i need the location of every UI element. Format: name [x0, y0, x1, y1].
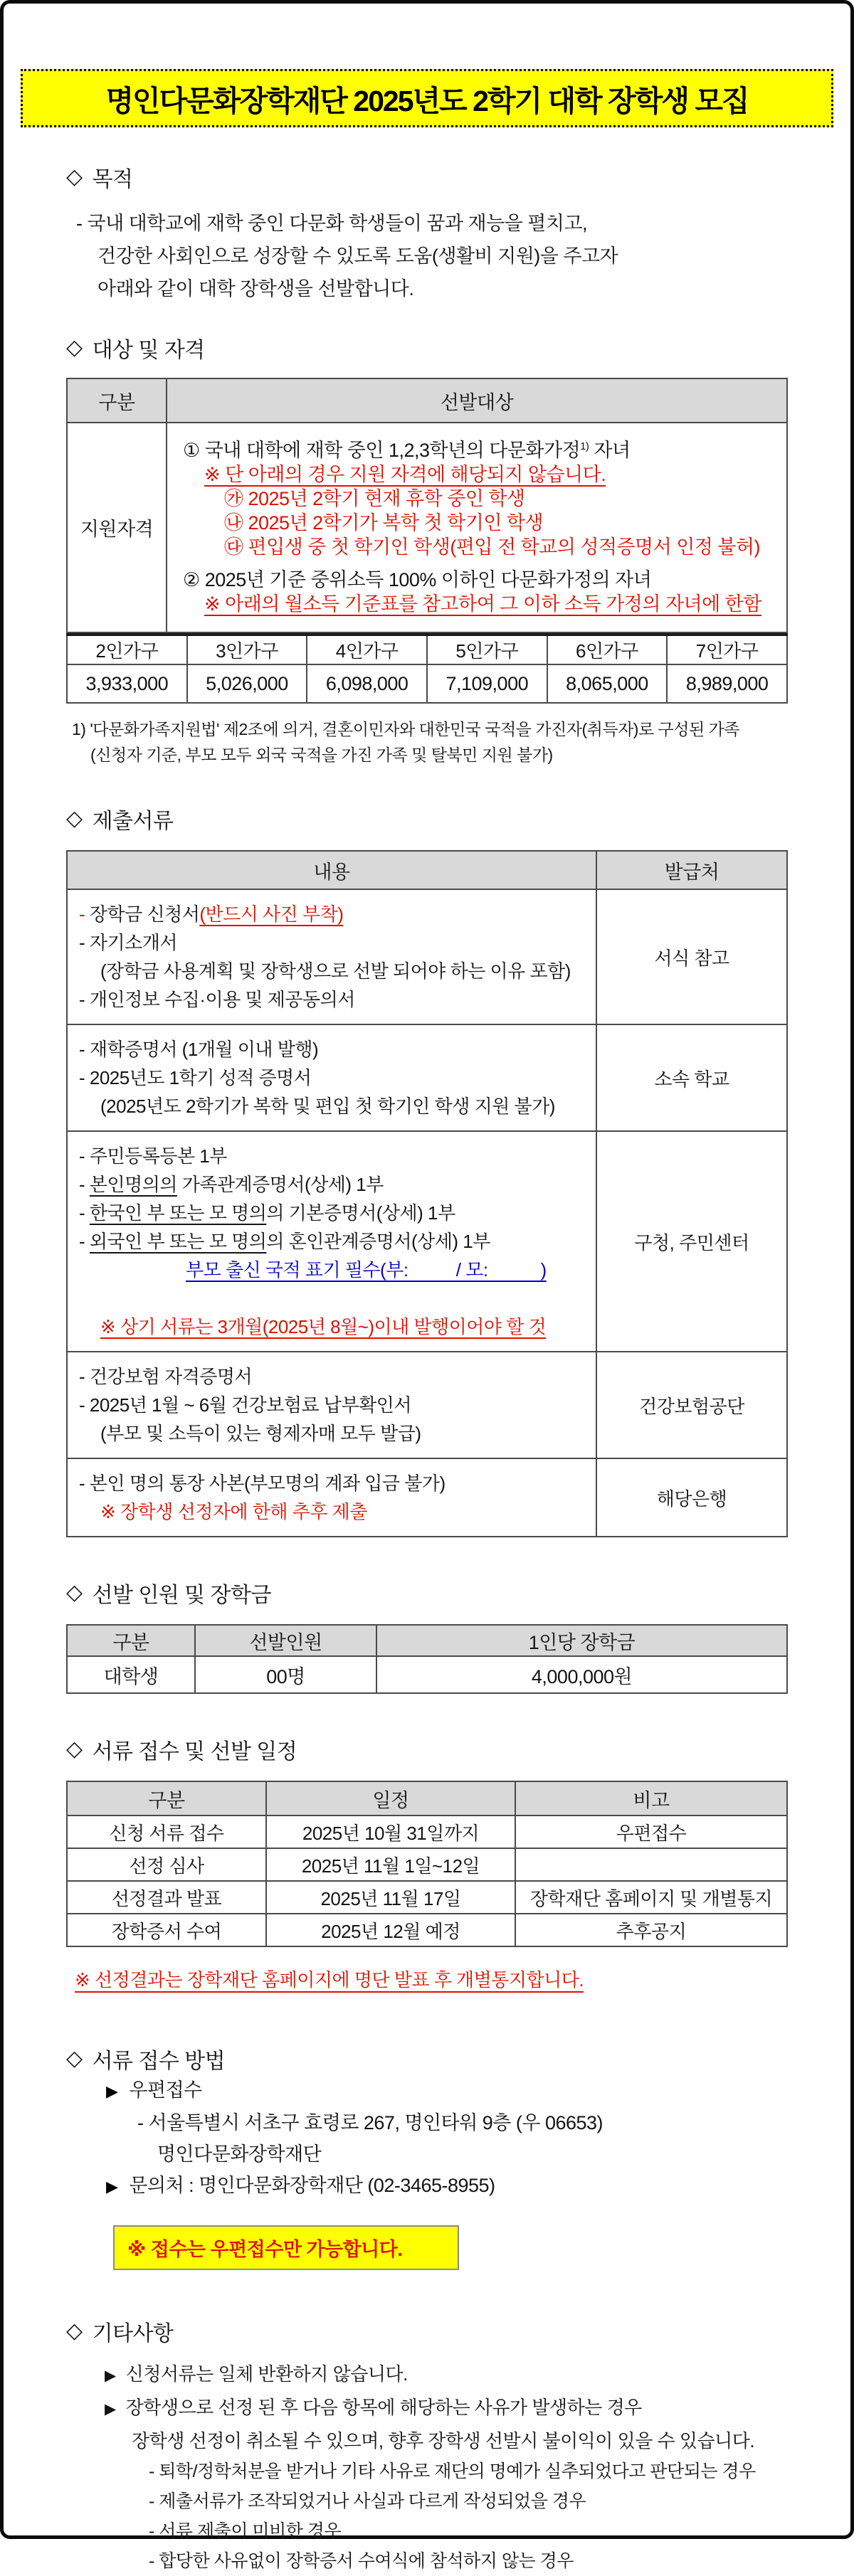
table-row [67, 889, 787, 1024]
section-title: 목적 [92, 168, 133, 191]
page-title: 명인다문화장학재단 2025년도 2학기 대학 장학생 모집 [105, 84, 749, 117]
row-label: 지원자격 [67, 423, 167, 632]
text-line: ※ 장학생 선정자에 한해 추후 제출 [100, 1501, 367, 1522]
column-header: 구분 [67, 1625, 195, 1656]
table-cell: 대학생 [67, 1656, 195, 1693]
submission-contact [66, 2170, 788, 2203]
table-row [67, 1024, 787, 1131]
text-line: 1) '다문화가족지원법' 제2조에 의거, 결혼이민자와 대한민국 국적을 가진자(취득자)로 구성된 가족 [72, 720, 740, 738]
section-heading-documents [66, 803, 788, 834]
schedule-note: ※ 선정결과는 장학재단 홈페이지에 명단 발표 후 개별통지합니다. [75, 1969, 584, 1991]
table-row [67, 1816, 787, 1848]
section-heading-etc [66, 2316, 788, 2347]
column-header: 구분 [67, 378, 167, 423]
etc-item [66, 2358, 788, 2392]
column-header: 내용 [67, 851, 596, 889]
text-line: - 제출서류가 조작되었거나 사실과 다르게 작성되었을 경우 [149, 2491, 586, 2511]
triangle-bullet-icon: ▶ [106, 2082, 118, 2100]
text-line: ㉮ 2025년 2학기 현재 휴학 중인 학생 [224, 488, 525, 509]
income-threshold-table [66, 633, 788, 704]
text-line: ※ 상기 서류는 3개월(2025년 8월~)이내 발행이어야 할 것 [100, 1316, 547, 1337]
table-row [67, 1131, 787, 1352]
diamond-icon: ◇ [66, 1581, 83, 1604]
section-heading-selection [66, 1577, 788, 1608]
title-banner [21, 69, 833, 127]
text-line: - 자기소개서 [79, 932, 177, 953]
text-line: - 퇴학/정학처분을 받거나 기타 사유로 재단의 명예가 실추되었다고 판단되는 경우 [149, 2461, 756, 2481]
table-row [67, 423, 787, 632]
diamond-icon: ◇ [66, 165, 83, 189]
income-value: 3,933,000 [67, 664, 187, 703]
column-header: 일정 [266, 1781, 515, 1816]
section-heading-eligibility [66, 332, 788, 364]
column-header: 6인가구 [547, 635, 668, 664]
text-line: - 국내 대학교에 재학 중인 다문화 학생들이 꿈과 재능을 펼치고, [76, 213, 588, 234]
documents-table [66, 850, 788, 1537]
text-line: - 장학금 신청서(반드시 사진 부착) [79, 903, 344, 925]
table-cell: 00명 [195, 1656, 376, 1693]
column-header: 비고 [515, 1781, 787, 1816]
triangle-bullet-icon: ▶ [106, 2178, 118, 2195]
section-heading-schedule [66, 1734, 788, 1765]
purpose-paragraph [66, 207, 788, 305]
section-title: 서류 접수 및 선발 일정 [92, 1740, 297, 1764]
table-cell: 장학재단 홈페이지 및 개별통지 [515, 1881, 787, 1914]
triangle-bullet-icon: ▶ [105, 2368, 116, 2384]
text-line: - 본인 명의 통장 사본(부모명의 계좌 입금 불가) [79, 1473, 446, 1494]
text-line: ㉯ 2025년 2학기가 복학 첫 학기인 학생 [224, 512, 544, 534]
table-cell: 2025년 11월 1일~12일 [266, 1848, 515, 1881]
income-value: 8,065,000 [547, 664, 668, 703]
column-header: 구분 [67, 1781, 266, 1816]
column-header: 1인당 장학금 [376, 1625, 787, 1656]
income-value: 6,098,000 [307, 664, 427, 703]
text-line: - 건강보험 자격증명서 [79, 1366, 253, 1387]
text-line: - 서류 제출이 미비한 경우 [149, 2521, 342, 2541]
text-line: - 2025년 1월 ~ 6월 건강보험료 납부확인서 [79, 1394, 411, 1416]
text-line: 장학생으로 선정 된 후 다음 항목에 해당하는 사유가 발생하는 경우 [125, 2397, 642, 2418]
eligibility-details [167, 423, 787, 632]
diamond-icon: ◇ [66, 1737, 83, 1761]
section-title: 선발 인원 및 장학금 [92, 1584, 271, 1607]
issuer: 해당은행 [596, 1458, 787, 1537]
table-cell: 선정 심사 [67, 1848, 266, 1881]
section-title: 서류 접수 방법 [92, 2050, 226, 2073]
document-items [67, 1024, 596, 1131]
text-line: - 외국인 부 또는 모 명의의 혼인관계증명서(상세) 1부 [79, 1231, 490, 1252]
column-header: 발급처 [596, 851, 787, 889]
table-cell: 신청 서류 접수 [67, 1816, 266, 1848]
diamond-icon: ◇ [66, 807, 83, 830]
table-row [67, 1881, 787, 1914]
text-line: 우편접수 [129, 2079, 202, 2101]
text-line: ① 국내 대학에 재학 중인 1,2,3학년의 다문화가정$^{1)}$ 자녀 [183, 440, 631, 461]
document-items [67, 1352, 596, 1458]
income-value: 8,989,000 [667, 664, 787, 703]
diamond-icon: ◇ [66, 336, 83, 359]
column-header: 7인가구 [667, 635, 787, 664]
submission-org: 명인다문화장학재단 [157, 2143, 322, 2165]
document-items [67, 889, 596, 1024]
text-line: ※ 아래의 월소득 기준표를 참고하여 그 이하 소득 가정의 자녀에 한함 [204, 593, 761, 615]
table-cell: 2025년 10월 31일까지 [266, 1816, 515, 1848]
text-line: 신청서류는 일체 반환하지 않습니다. [125, 2363, 408, 2385]
income-value: 7,109,000 [427, 664, 547, 703]
table-row [67, 1848, 787, 1881]
table-cell: 장학증서 수여 [67, 1914, 266, 1946]
text-line: 부모 출신 국적 표기 필수(부: / 모: ) [186, 1259, 547, 1281]
column-header: 4인가구 [307, 635, 427, 664]
table-row [67, 1352, 787, 1458]
text-line: - 2025년도 1학기 성적 증명서 [79, 1067, 312, 1088]
table-row [67, 664, 787, 703]
table-cell [515, 1848, 787, 1881]
submission-method [66, 2074, 788, 2107]
issuer: 건강보험공단 [596, 1352, 787, 1458]
text-line: - 재학증명서 (1개월 이내 발행) [79, 1039, 319, 1060]
document-items [67, 1131, 596, 1352]
text-line: - 한국인 부 또는 모 명의의 기본증명서(상세) 1부 [79, 1202, 455, 1224]
diamond-icon: ◇ [66, 2047, 83, 2070]
text-line: - 합당한 사유없이 장학증서 수여식에 참석하지 않는 경우 [149, 2551, 574, 2571]
table-row [67, 1458, 787, 1537]
text-line: 문의처 : 명인다문화장학재단 (02-3465-8955) [129, 2175, 495, 2196]
mail-only-notice: ※ 접수는 우편접수만 가능합니다. [113, 2225, 459, 2270]
document-items [67, 1458, 596, 1537]
document-body [4, 161, 850, 2576]
triangle-bullet-icon: ▶ [105, 2401, 116, 2417]
issuer: 서식 참고 [596, 889, 787, 1024]
section-heading-purpose [66, 161, 788, 193]
footnote [66, 716, 788, 768]
text-line: - 본인명의의 가족관계증명서(상세) 1부 [79, 1174, 384, 1195]
text-line: 아래와 같이 대학 장학생을 선발합니다. [97, 278, 414, 300]
etc-items [66, 2358, 788, 2576]
text-line: ㉰ 편입생 중 첫 학기인 학생(편입 전 학교의 성적증명서 인정 불허) [224, 536, 761, 558]
text-line: - 개인정보 수집·이용 및 제공동의서 [79, 989, 355, 1010]
issuer: 소속 학교 [596, 1024, 787, 1131]
section-title: 기타사항 [92, 2322, 174, 2346]
table-row [67, 1656, 787, 1693]
table-row [67, 1914, 787, 1946]
diamond-icon: ◇ [66, 2319, 83, 2343]
text-line: ② 2025년 기준 중위소득 100% 이하인 다문화가정의 자녀 [183, 569, 652, 590]
table-cell: 선정결과 발표 [67, 1881, 266, 1914]
text-line: 장학생 선정이 취소될 수 있으며, 향후 장학생 선발시 불이익이 있을 수 있습니다. [132, 2430, 755, 2452]
eligibility-table [66, 378, 788, 633]
table-cell: 4,000,000원 [376, 1656, 787, 1693]
column-header: 3인가구 [187, 635, 307, 664]
column-header: 2인가구 [67, 635, 187, 664]
table-cell: 2025년 11월 17일 [266, 1881, 515, 1914]
table-cell: 2025년 12월 예정 [266, 1914, 515, 1946]
submission-address: - 서울특별시 서초구 효령로 267, 명인타워 9층 (우 06653) [137, 2112, 603, 2134]
text-line: - 주민등록등본 1부 [79, 1145, 227, 1167]
section-title: 제출서류 [92, 810, 174, 833]
table-cell: 우편접수 [515, 1816, 787, 1848]
schedule-table [66, 1781, 788, 1947]
column-header: 선발인원 [195, 1625, 376, 1656]
section-title: 대상 및 자격 [92, 339, 205, 362]
text-line: (2025년도 2학기가 복학 및 편입 첫 학기인 학생 지원 불가) [100, 1096, 555, 1117]
etc-item [66, 2392, 788, 2425]
text-line: (신청자 기준, 부모 모두 외국 국적을 가진 가족 및 탈북민 지원 불가) [90, 746, 553, 764]
income-value: 5,026,000 [187, 664, 307, 703]
column-header: 선발대상 [167, 378, 787, 423]
text-line: 건강한 사회인으로 성장할 수 있도록 도움(생활비 지원)을 주고자 [97, 245, 618, 267]
section-heading-submission [66, 2043, 788, 2074]
text-line: (부모 및 소득이 있는 형제자매 모두 발급) [100, 1423, 421, 1444]
table-cell: 추후공지 [515, 1914, 787, 1946]
issuer: 구청, 주민센터 [596, 1131, 787, 1352]
selection-table [66, 1624, 788, 1694]
text-line: ※ 단 아래의 경우 지원 자격에 해당되지 않습니다. [204, 464, 606, 485]
text-line: (장학금 사용계획 및 장학생으로 선발 되어야 하는 이유 포함) [100, 960, 571, 982]
column-header: 5인가구 [427, 635, 547, 664]
